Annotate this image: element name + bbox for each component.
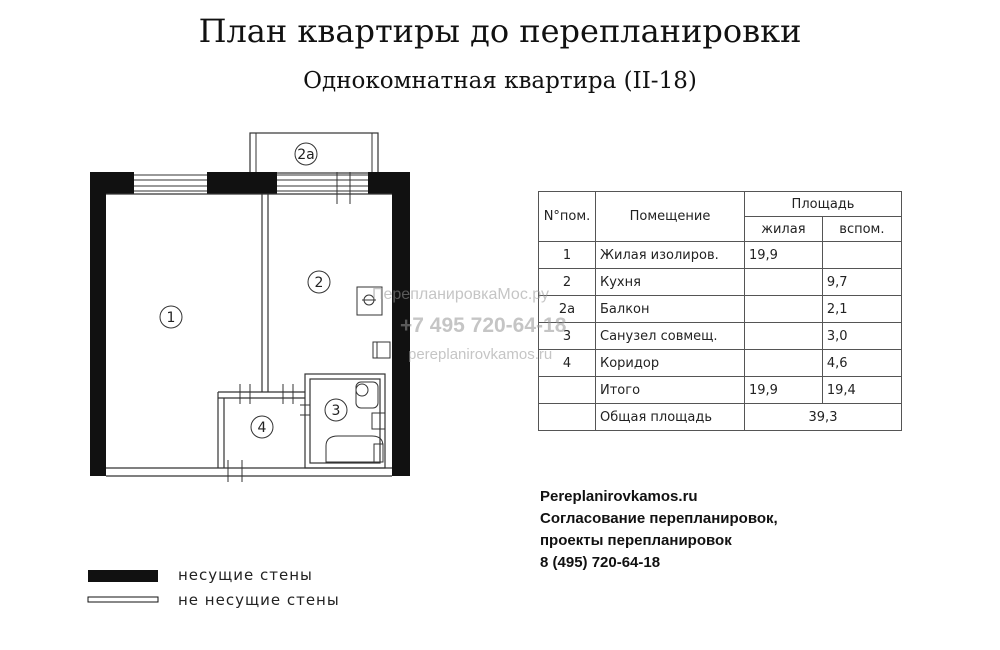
area-table: [538, 191, 902, 431]
cell-num: 1: [539, 242, 596, 269]
page-title: План квартиры до перепланировки: [198, 12, 802, 50]
cell-overall-value: 39,3: [745, 404, 902, 431]
legend-swatch-bearing: [88, 570, 158, 582]
watermark-url: pereplanirovkamos.ru: [408, 346, 553, 363]
cell-num: 3: [539, 323, 596, 350]
table-row-total: [539, 377, 902, 404]
cell-num: 4: [539, 350, 596, 377]
room-label-4: 4: [257, 420, 267, 436]
table-row: [539, 350, 902, 377]
cell-aux: 3,0: [822, 323, 901, 350]
bathroom-outline: [305, 374, 385, 468]
contact-line-2: проекты перепланировок: [540, 532, 732, 549]
page-subtitle: Однокомнатная квартира (II-18): [303, 68, 697, 94]
cell-room: Коридор: [596, 350, 745, 377]
cell-living: [745, 296, 823, 323]
bearing-wall-top: [90, 172, 134, 194]
cell-room: Балкон: [596, 296, 745, 323]
col-header-num: N°пом.: [539, 192, 596, 242]
col-header-aux: вспом.: [822, 217, 901, 242]
cell-living: [745, 269, 823, 296]
window-2: [277, 172, 368, 204]
cell-living: 19,9: [745, 242, 823, 269]
contact-block: [540, 486, 778, 574]
room-label-3: 3: [331, 403, 341, 419]
legend-swatch-nonbearing: [88, 597, 158, 602]
bathroom-outline: [310, 379, 380, 463]
cell-aux: [822, 242, 901, 269]
cell-living: [745, 350, 823, 377]
col-header-living: жилая: [745, 217, 823, 242]
legend-bearing-label: несущие стены: [178, 566, 313, 584]
room-label-1: 1: [166, 310, 176, 326]
cell-room: Санузел совмещ.: [596, 323, 745, 350]
washbasin-icon: [372, 413, 385, 429]
bearing-wall-top: [207, 172, 277, 194]
contact-line-1: Согласование перепланировок,: [540, 510, 778, 527]
watermark-phone: +7 495 720-64-18: [400, 314, 567, 337]
cell-empty: [539, 377, 596, 404]
watermark-name: ПерепланировкаМос.ру: [372, 286, 549, 303]
cell-living: [745, 323, 823, 350]
cell-aux: 9,7: [822, 269, 901, 296]
cell-total-living: 19,9: [745, 377, 823, 404]
col-header-area: Площадь: [745, 192, 902, 217]
contact-phone: 8 (495) 720-64-18: [540, 554, 661, 571]
cell-num: 2а: [539, 296, 596, 323]
bearing-wall-left: [90, 172, 106, 476]
table-row-overall: [539, 404, 902, 431]
window-1: [134, 175, 207, 191]
cell-room: Кухня: [596, 269, 745, 296]
bearing-wall-top: [368, 172, 410, 194]
sink-icon: [373, 342, 390, 358]
cell-aux: 2,1: [822, 296, 901, 323]
contact-site[interactable]: Pereplanirovkamos.ru: [540, 488, 698, 505]
cell-num: 2: [539, 269, 596, 296]
cell-overall-label: Общая площадь: [596, 404, 745, 431]
table-row: [539, 296, 902, 323]
cell-empty: [539, 404, 596, 431]
legend-nonbearing-label: не несущие стены: [178, 591, 340, 609]
cell-room: Жилая изолиров.: [596, 242, 745, 269]
room-label-2: 2: [314, 275, 324, 291]
table-row: [539, 323, 902, 350]
cell-total-label: Итого: [596, 377, 745, 404]
col-header-room: Помещение: [596, 192, 745, 242]
table-row: [539, 242, 902, 269]
room-label-2a: 2а: [297, 147, 315, 163]
cell-total-aux: 19,4: [822, 377, 901, 404]
cell-aux: 4,6: [822, 350, 901, 377]
table-row: [539, 269, 902, 296]
